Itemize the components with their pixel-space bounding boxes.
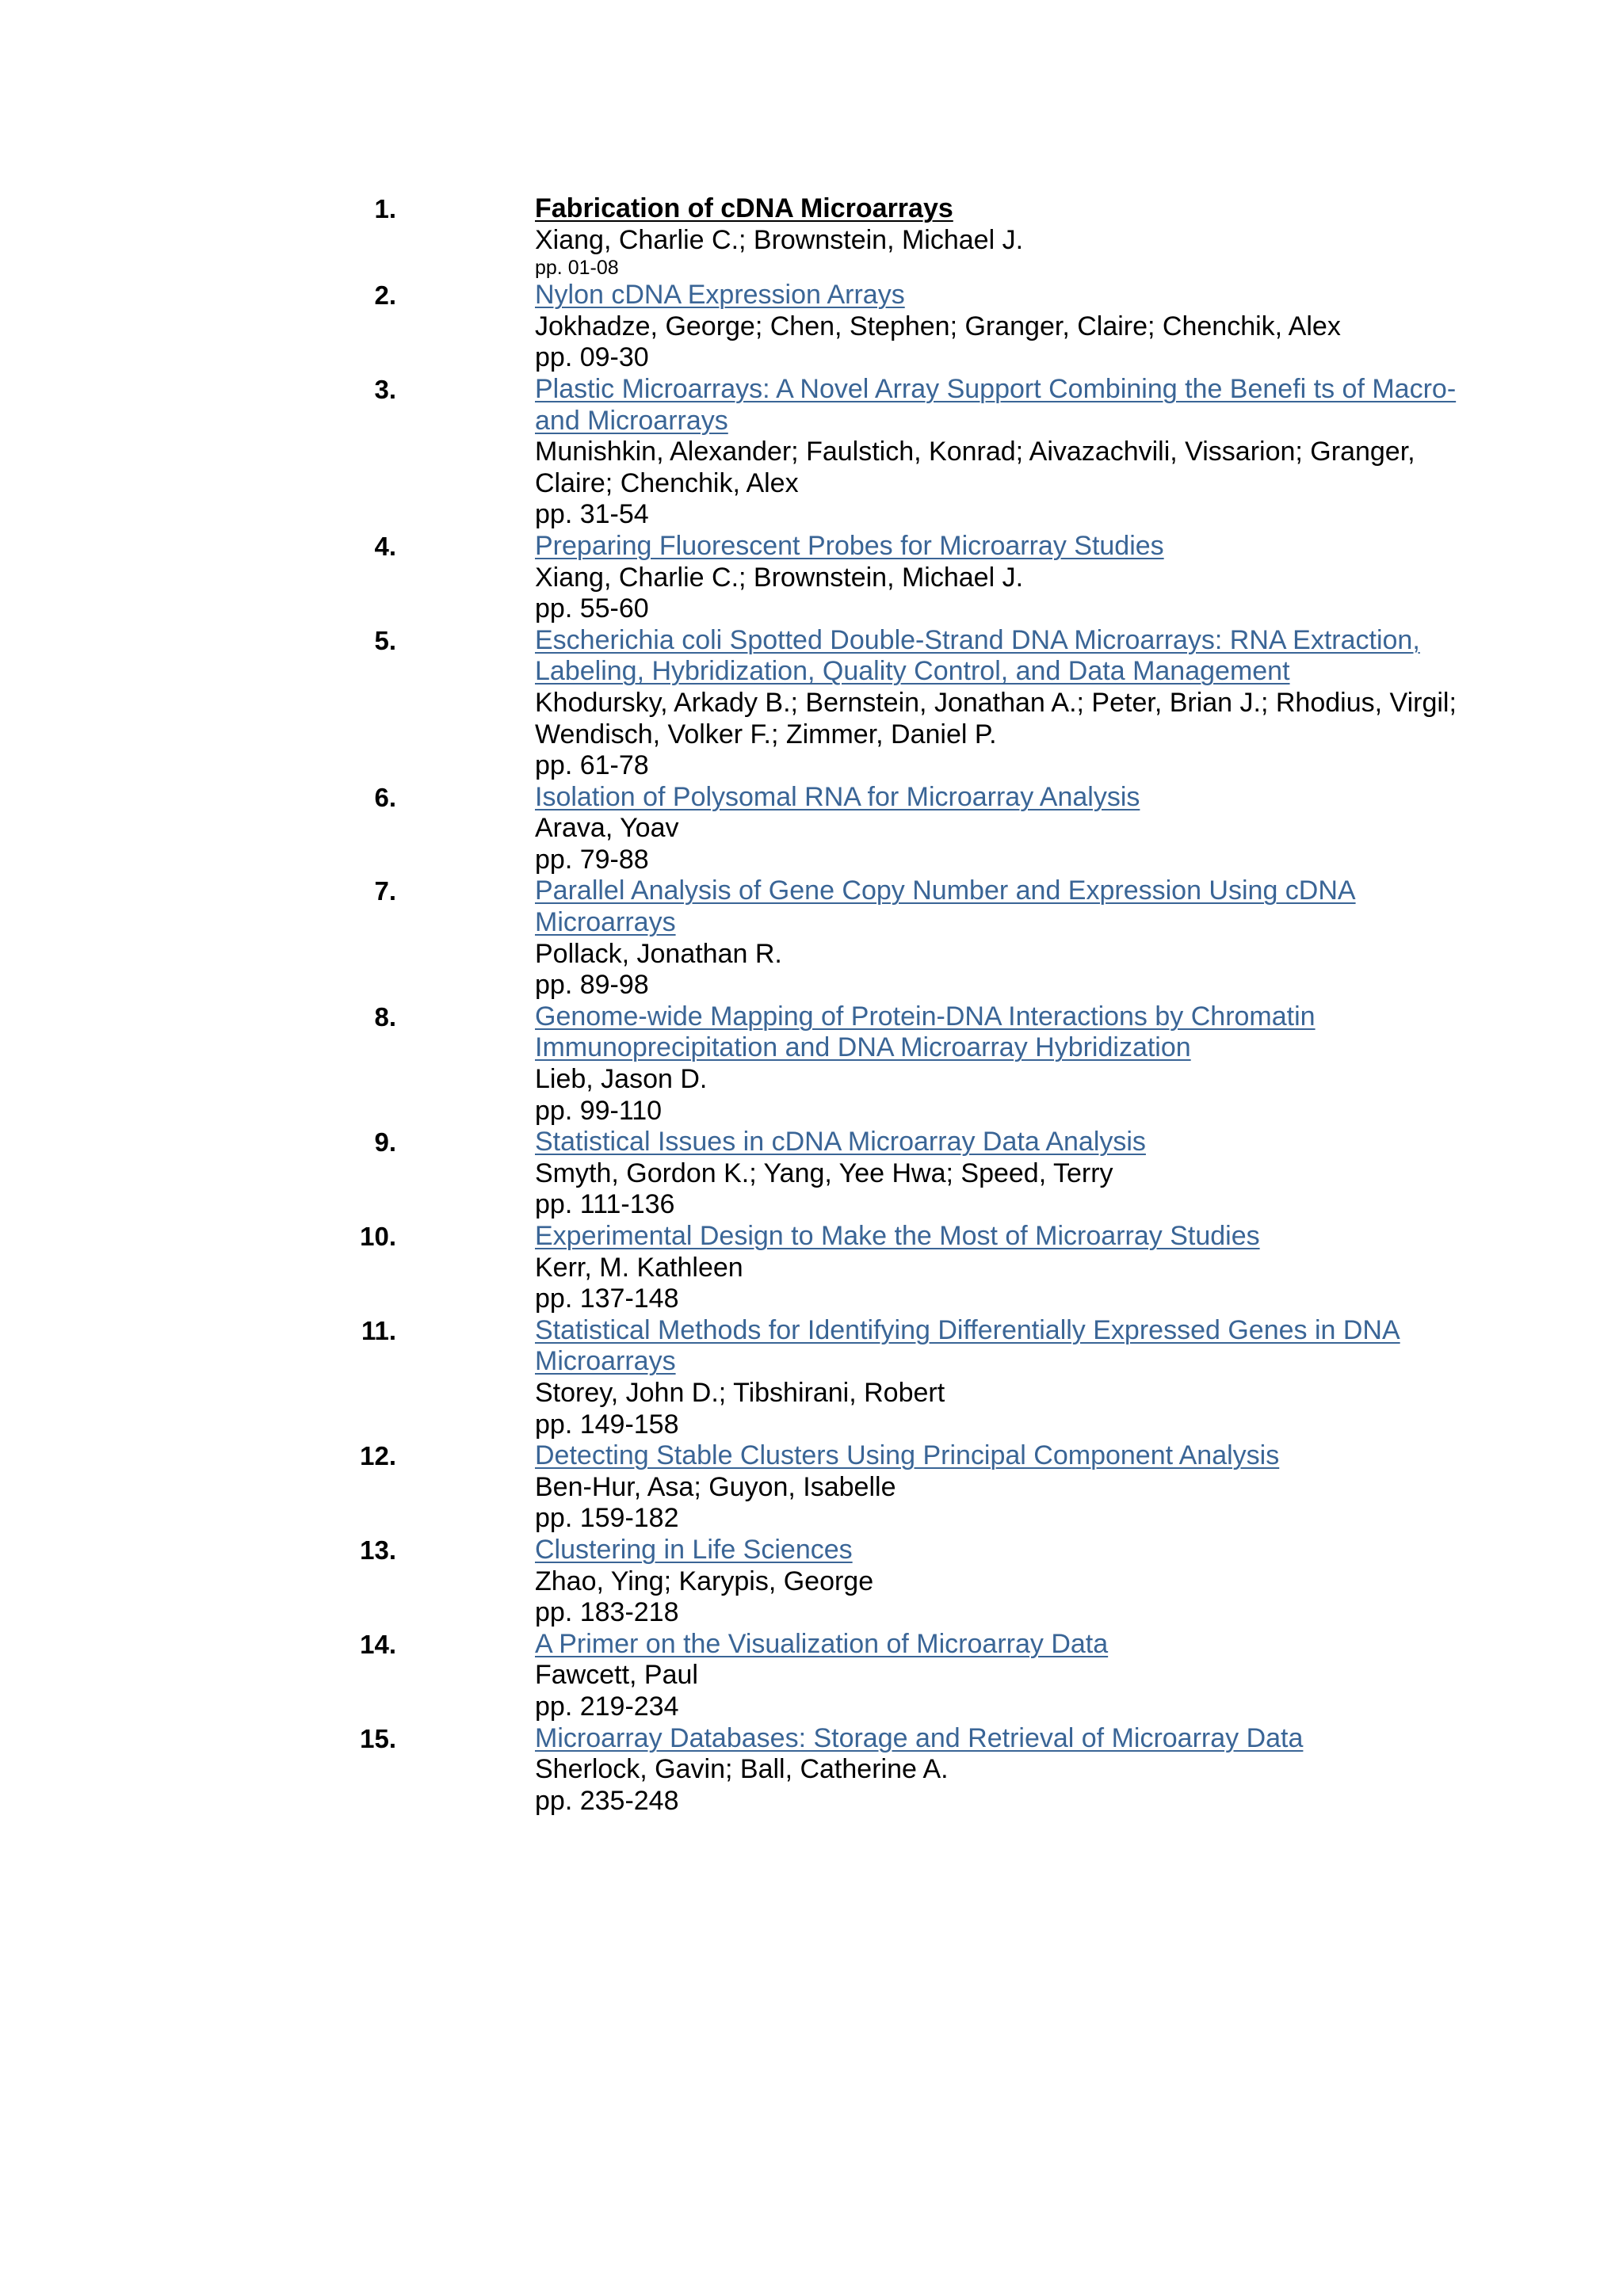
entry-authors: Storey, John D.; Tibshirani, Robert — [535, 1377, 945, 1408]
entry-authors: Jokhadze, George; Chen, Stephen; Granger, Claire; Chenchik, Alex — [535, 311, 1341, 341]
entry-number: 8. — [374, 1001, 396, 1032]
entry-title-link[interactable]: Fabrication of cDNA Microarrays — [535, 193, 953, 223]
entry-number: 15. — [360, 1723, 396, 1753]
toc-entry — [0, 1440, 1623, 1535]
entry-pages: pp. 99-110 — [535, 1095, 663, 1126]
entry-pages: pp. 149-158 — [535, 1409, 679, 1440]
entry-pages: pp. 111-136 — [535, 1189, 675, 1220]
entry-pages: pp. 31-54 — [535, 499, 649, 530]
toc-entry — [0, 193, 1623, 280]
entry-authors: Smyth, Gordon K.; Yang, Yee Hwa; Speed, Terry — [535, 1158, 1113, 1188]
entry-number: 6. — [374, 782, 396, 812]
toc-entry — [0, 782, 1623, 876]
toc-entry — [0, 1315, 1623, 1440]
table-of-contents — [0, 193, 1623, 1817]
entry-authors: Lieb, Jason D. — [535, 1064, 708, 1095]
entry-number: 14. — [360, 1629, 396, 1659]
entry-number: 9. — [374, 1127, 396, 1158]
entry-number: 11. — [361, 1315, 396, 1345]
entry-authors: Kerr, M. Kathleen — [535, 1252, 743, 1283]
entry-title-link[interactable]: Clustering in Life Sciences — [535, 1534, 853, 1565]
entry-title-link[interactable]: A Primer on the Visualization of Microarray Data — [535, 1628, 1109, 1659]
entry-authors: Xiang, Charlie C.; Brownstein, Michael J. — [535, 562, 1024, 593]
entry-title-link[interactable]: Preparing Fluorescent Probes for Microarray Studies — [535, 530, 1164, 561]
toc-entry — [0, 1127, 1623, 1221]
entry-title-link[interactable]: Statistical Issues in cDNA Microarray Data Analysis — [535, 1127, 1146, 1158]
entry-authors: Ben-Hur, Asa; Guyon, Isabelle — [535, 1471, 896, 1502]
entry-pages: pp. 235-248 — [535, 1785, 679, 1816]
entry-authors: Khodursky, Arkady B.; Bernstein, Jonathan A.; Peter, Brian J.; Rhodius, Virgil; Wendisch, Volker F.; Zimmer, Daniel P. — [535, 687, 1457, 749]
entry-pages: pp. 55-60 — [535, 593, 649, 624]
entry-number: 10. — [360, 1222, 396, 1251]
entry-authors: Zhao, Ying; Karypis, George — [535, 1566, 874, 1596]
entry-authors: Munishkin, Alexander; Faulstich, Konrad; Aivazachvili, Vissarion; Granger, Claire; Chenchik, Alex — [535, 437, 1415, 498]
toc-entry — [0, 1535, 1623, 1629]
toc-entry — [0, 1001, 1623, 1127]
entry-authors: Arava, Yoav — [535, 813, 679, 844]
entry-title-link[interactable]: Experimental Design to Make the Most of Microarray Studies — [535, 1221, 1260, 1251]
entry-authors: Xiang, Charlie C.; Brownstein, Michael J. — [535, 224, 1024, 255]
entry-title-link[interactable]: Statistical Methods for Identifying Differentially Expressed Genes in DNA Microarrays — [535, 1314, 1400, 1377]
toc-entry — [0, 1629, 1623, 1723]
toc-entry — [0, 374, 1623, 531]
entry-title-link[interactable]: Nylon cDNA Expression Arrays — [535, 280, 905, 311]
entry-title-link[interactable]: Escherichia coli Spotted Double-Strand DNA Microarrays: RNA Extraction, Labeling, Hybridization, Quality Control, and Data Management — [535, 624, 1420, 687]
entry-pages: pp. 183-218 — [535, 1597, 679, 1628]
entry-pages: pp. 159-182 — [535, 1503, 679, 1534]
entry-pages: pp. 89-98 — [535, 970, 649, 1001]
entry-authors: Pollack, Jonathan R. — [535, 938, 782, 969]
entry-title-link[interactable]: Plastic Microarrays: A Novel Array Support Combining the Benefi ts of Macro- and Microarrays — [535, 373, 1457, 436]
toc-entry — [0, 531, 1623, 625]
entry-pages: pp. 61-78 — [535, 750, 649, 781]
toc-entry — [0, 875, 1623, 1001]
entry-number: 7. — [374, 876, 396, 906]
toc-entry — [0, 625, 1623, 782]
entry-number: 13. — [360, 1535, 396, 1565]
entry-title-link[interactable]: Detecting Stable Clusters Using Principal Component Analysis — [535, 1440, 1280, 1471]
entry-number: 2. — [374, 280, 396, 311]
entry-number: 1. — [374, 194, 396, 223]
toc-entry — [0, 280, 1623, 374]
entry-pages: pp. 09-30 — [535, 342, 649, 373]
entry-title-link[interactable]: Parallel Analysis of Gene Copy Number and Expression Using cDNA Microarrays — [535, 875, 1356, 938]
entry-number: 12. — [360, 1441, 396, 1471]
entry-authors: Fawcett, Paul — [535, 1660, 698, 1691]
entry-number: 3. — [374, 374, 396, 404]
entry-title-link[interactable]: Isolation of Polysomal RNA for Microarray Analysis — [535, 781, 1140, 812]
entry-number: 5. — [374, 625, 396, 655]
toc-entry — [0, 1221, 1623, 1315]
entry-number: 4. — [374, 531, 396, 561]
entry-pages: pp. 137-148 — [535, 1283, 679, 1314]
entry-pages: pp. 01-08 — [535, 257, 619, 280]
entry-authors: Sherlock, Gavin; Ball, Catherine A. — [535, 1754, 949, 1785]
entry-title-link[interactable]: Microarray Databases: Storage and Retrieval of Microarray Data — [535, 1722, 1304, 1753]
toc-entry — [0, 1723, 1623, 1817]
entry-title-link[interactable]: Genome-wide Mapping of Protein-DNA Interactions by Chromatin Immunoprecipitation and DNA Microarray Hybridization — [535, 1001, 1316, 1063]
entry-pages: pp. 219-234 — [535, 1691, 679, 1722]
entry-pages: pp. 79-88 — [535, 844, 649, 875]
